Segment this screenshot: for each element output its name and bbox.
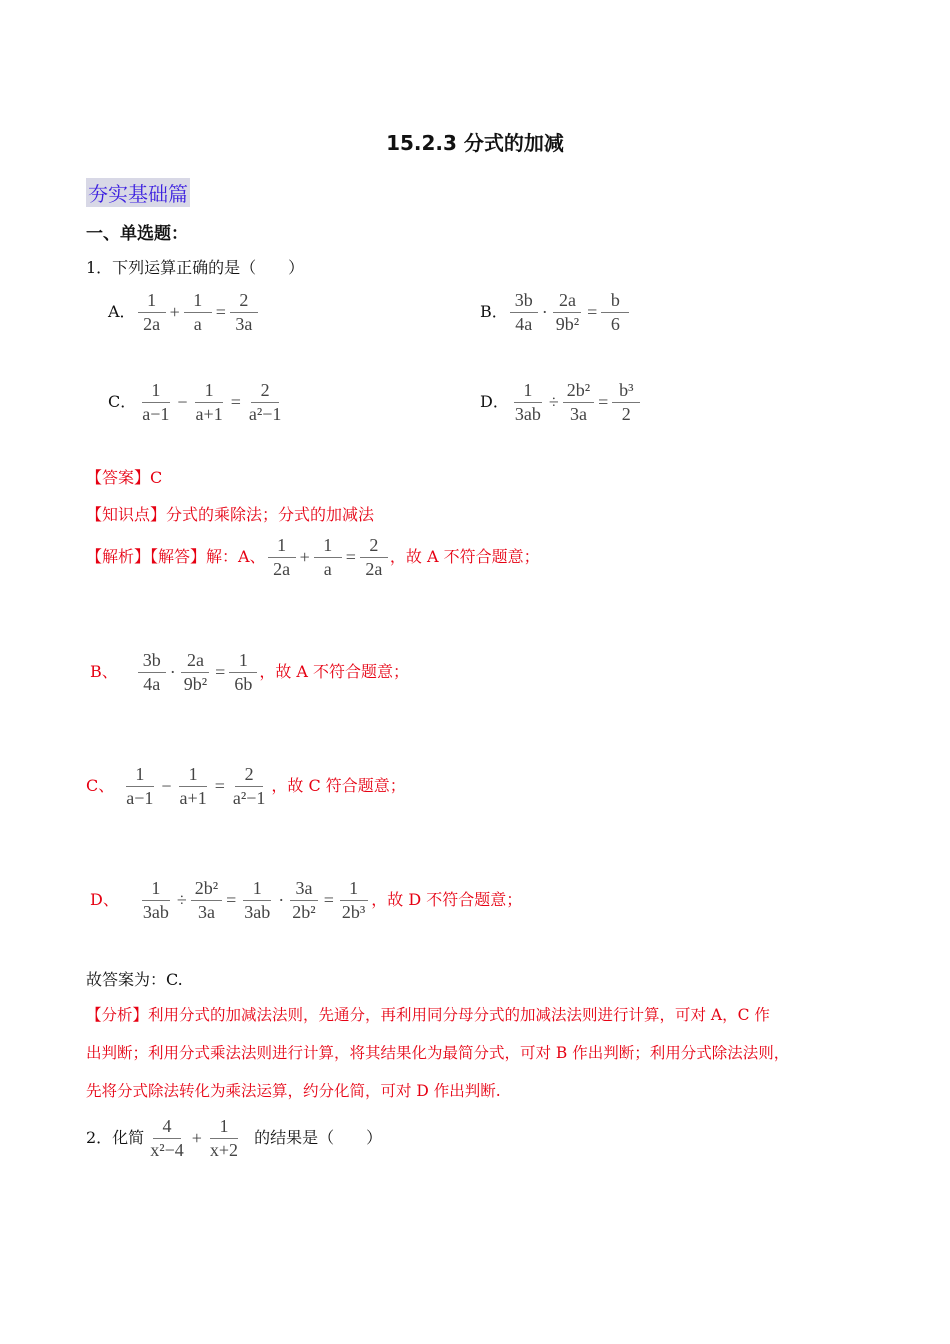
fraction (563, 380, 594, 425)
numerator: 4 (153, 1116, 181, 1139)
fraction (314, 535, 342, 580)
operator: = (587, 302, 598, 322)
step-text: ，故 C 符合题意； (271, 776, 406, 795)
denominator: a (193, 314, 202, 334)
question-2-formula (144, 1116, 244, 1161)
operator: = (230, 392, 241, 412)
option-d (480, 380, 642, 425)
fraction (510, 290, 538, 335)
fraction (206, 1116, 242, 1161)
operator: · (169, 662, 176, 682)
step-formula (137, 878, 371, 923)
numerator: 2a (181, 650, 209, 673)
fraction (288, 878, 319, 923)
option-formula (509, 380, 642, 425)
step-formula (266, 535, 390, 580)
operator: + (299, 547, 310, 567)
operator: · (541, 302, 548, 322)
denominator: a+1 (179, 788, 207, 808)
numerator: 3a (290, 878, 318, 901)
answer: 【答案】C (86, 468, 163, 487)
numerator: 2b² (563, 380, 594, 403)
numerator: 1 (126, 764, 154, 787)
solution-step-c (86, 764, 406, 809)
fraction (360, 535, 388, 580)
fraction (138, 650, 166, 695)
fraction (601, 290, 629, 335)
option-b (480, 290, 631, 335)
step-text: ，故 D 不符合题意； (371, 890, 523, 909)
operator: = (215, 662, 226, 682)
denominator: 6 (610, 314, 620, 334)
numerator: 1 (210, 1116, 238, 1139)
numerator: 1 (179, 764, 207, 787)
numerator: 1 (184, 290, 212, 313)
solution-step-a (86, 535, 540, 580)
step-formula (136, 650, 260, 695)
fraction (138, 290, 166, 335)
denominator: 4a (515, 314, 533, 334)
fraction (184, 290, 212, 335)
denominator: 3ab (142, 902, 169, 922)
step-text: ，故 A 不符合题意； (389, 547, 540, 566)
numerator: 1 (314, 535, 342, 558)
step-formula (120, 764, 271, 809)
fraction (122, 764, 157, 809)
option-formula (136, 380, 287, 425)
fraction (552, 290, 583, 335)
denominator: 4a (143, 674, 161, 694)
fraction (192, 380, 227, 425)
operator: · (278, 890, 285, 910)
denominator: 3ab (244, 902, 271, 922)
denominator: 2b³ (341, 902, 366, 922)
option-label: D． (480, 392, 509, 411)
question-1-stem: 1．下列运算正确的是（ ） (86, 258, 305, 277)
numerator: 2 (251, 380, 279, 403)
operator: + (191, 1128, 202, 1148)
numerator: 2b² (191, 878, 222, 901)
denominator: 2a (273, 559, 291, 579)
fraction (146, 1116, 188, 1161)
denominator: 3a (197, 902, 215, 922)
denominator: 2b² (292, 902, 316, 922)
solution-step-b (90, 650, 409, 695)
solution-step-d (90, 878, 522, 923)
knowledge-points: 【知识点】分式的乘除法；分式的加减法 (86, 505, 375, 524)
fraction (176, 764, 211, 809)
operator: = (214, 776, 225, 796)
question-2-suffix: 的结果是（ ） (254, 1128, 383, 1147)
option-formula (136, 290, 260, 335)
numerator: 2 (235, 764, 263, 787)
numerator: 1 (142, 380, 170, 403)
denominator: x+2 (209, 1140, 239, 1160)
fraction (180, 650, 211, 695)
fraction (511, 380, 545, 425)
denominator: 9b² (555, 314, 580, 334)
denominator: 3a (569, 404, 587, 424)
numerator: 3b (138, 650, 166, 673)
denominator: 3a (235, 314, 253, 334)
fraction (229, 764, 270, 809)
numerator: 2a (553, 290, 581, 313)
numerator: 1 (142, 878, 170, 901)
question-2 (86, 1116, 382, 1161)
analysis-paragraph (86, 996, 789, 1110)
operator: − (161, 776, 172, 796)
numerator: 2 (360, 535, 388, 558)
operator: − (177, 392, 188, 412)
numerator: 2 (230, 290, 258, 313)
fraction (612, 380, 640, 425)
fraction (240, 878, 274, 923)
numerator: 3b (510, 290, 538, 313)
operator: = (345, 547, 356, 567)
denominator: a (323, 559, 332, 579)
denominator: a²−1 (248, 404, 282, 424)
fraction (191, 878, 222, 923)
fraction (229, 650, 257, 695)
analysis-line: 【分析】利用分式的加减法法则，先通分，再利用同分母分式的加减法法则进行计算，可对 A，C 作 (86, 1006, 770, 1024)
numerator: b³ (612, 380, 640, 403)
numerator: 1 (195, 380, 223, 403)
fraction (138, 380, 173, 425)
option-formula (508, 290, 632, 335)
question-2-prefix: 2．化简 (86, 1128, 145, 1147)
fraction (268, 535, 296, 580)
option-label: A． (108, 302, 136, 321)
operator: = (598, 392, 609, 412)
step-label: B、 (90, 662, 118, 681)
numerator: 1 (229, 650, 257, 673)
option-a (108, 290, 260, 335)
denominator: a−1 (142, 404, 170, 424)
denominator: a−1 (126, 788, 154, 808)
denominator: 3ab (514, 404, 541, 424)
fraction (338, 878, 369, 923)
operator: = (226, 890, 237, 910)
denominator: 2a (143, 314, 161, 334)
analysis-line: 出判断；利用分式乘法法则进行计算，将其结果化为最简分式，可对 B 作出判断；利用分式除法法则， (86, 1044, 790, 1062)
fraction (139, 878, 173, 923)
denominator: 9b² (183, 674, 208, 694)
step-label: D、 (90, 890, 119, 909)
denominator: 2a (365, 559, 383, 579)
conclusion: 故答案为：C. (86, 970, 183, 989)
step-text: ，故 A 不符合题意； (259, 662, 410, 681)
operator: ÷ (176, 890, 187, 910)
operator: ÷ (548, 392, 559, 412)
numerator: 1 (243, 878, 271, 901)
page-title: 15.2.3 分式的加减 (386, 131, 564, 155)
section-label: 夯实基础篇 (86, 178, 190, 207)
option-label: C． (108, 392, 137, 411)
operator: = (323, 890, 334, 910)
fraction (230, 290, 258, 335)
numerator: 1 (340, 878, 368, 901)
denominator: a+1 (195, 404, 223, 424)
denominator: a²−1 (232, 788, 266, 808)
analysis-prefix: 【解析】【解答】解：A、 (86, 547, 266, 566)
analysis-line: 先将分式除法转化为乘法运算，约分化简，可对 D 作出判断. (86, 1082, 501, 1100)
operator: = (215, 302, 226, 322)
denominator: 2 (621, 404, 631, 424)
question-type-heading: 一、单选题： (86, 224, 188, 244)
numerator: 1 (268, 535, 296, 558)
numerator: b (601, 290, 629, 313)
operator: + (169, 302, 180, 322)
option-c (108, 380, 287, 425)
fraction (245, 380, 286, 425)
denominator: x²−4 (150, 1140, 184, 1160)
option-label: B． (480, 302, 508, 321)
denominator: 6b (234, 674, 253, 694)
numerator: 1 (514, 380, 542, 403)
numerator: 1 (138, 290, 166, 313)
step-label: C、 (86, 776, 115, 795)
